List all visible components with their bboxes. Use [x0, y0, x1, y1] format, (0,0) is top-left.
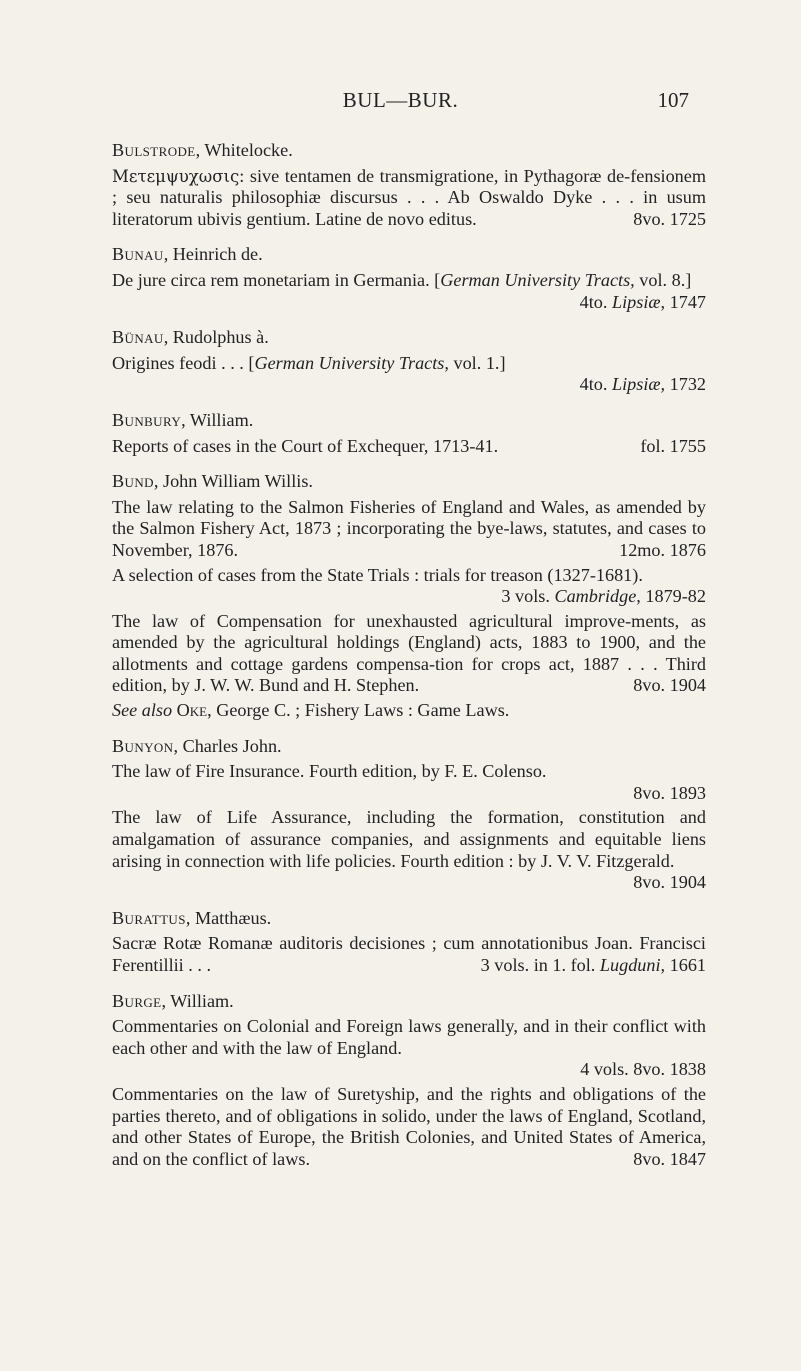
work-entry	[112, 1084, 706, 1170]
work-entry	[112, 436, 706, 458]
work-text: Commentaries on the law of Suretyship, and the rights and obligations of the parties thereto, and of obligations in solido, under the laws of England, Scotland, and other States of Europe, the British Colonies, and United States of America, and on the conflict of laws.	[112, 1083, 706, 1169]
work-text: Sacræ Rotæ Romanæ auditoris decisiones ; cum annotationibus Joan. Francisci Ferentillii . . .	[112, 933, 706, 975]
catalogue-entry	[112, 140, 706, 230]
work-imprint: 8vo. 1847	[633, 1148, 706, 1169]
running-head	[0, 88, 801, 118]
author-forename: Heinrich de.	[172, 244, 263, 265]
work-imprint: fol. 1755	[640, 435, 706, 456]
work-imprint: 8vo. 1893	[633, 782, 706, 803]
author-forename: John William Willis.	[163, 471, 313, 492]
author-heading: Bunbury, William.	[112, 409, 254, 430]
work-imprint	[481, 955, 706, 977]
work-text: Reports of cases in the Court of Exchequer, 1713-41.	[112, 435, 499, 456]
author-heading: Burattus, Matthæus.	[112, 907, 272, 928]
imprint-place: Cambridge,	[554, 586, 641, 607]
author-forename: Matthæus.	[194, 907, 272, 928]
catalogue-entry	[112, 991, 706, 1171]
greek-title: Μετεμψυχωσις	[112, 166, 240, 186]
imprint-place: Lipsiæ,	[612, 291, 666, 312]
work-entry	[112, 353, 706, 396]
author-forename: Charles John.	[182, 735, 282, 756]
work-imprint: 8vo. 1725	[633, 208, 706, 229]
author-forename: William.	[189, 409, 254, 430]
work-entry	[112, 1016, 706, 1081]
author-heading: Bunyon, Charles John.	[112, 735, 282, 756]
imprint-year: 1732	[665, 374, 706, 395]
see-also-rest: George C. ; Fishery Laws : Game Laws.	[211, 700, 510, 721]
catalogue-entry	[112, 327, 706, 396]
series-title: German University Tracts,	[254, 352, 449, 373]
author-surname: Bund	[112, 471, 154, 492]
work-entry	[112, 166, 706, 231]
author-heading: Bünau, Rudolphus à.	[112, 327, 269, 348]
imprint-place: Lugduni,	[599, 955, 666, 975]
work-text: A selection of cases from the State Trials : trials for treason (1327-1681).	[112, 564, 643, 585]
work-text: The law of Life Assurance, including the formation, constitution and amalgamation of assurance companies, and assignments and equitable liens arising in connection with life policies. Fourth edition : by J. V. V. Fitzgerald.	[112, 807, 706, 871]
author-heading: Bulstrode, Whitelocke.	[112, 140, 293, 160]
author-heading: Bunau, Heinrich de.	[112, 244, 263, 265]
work-entry	[112, 270, 706, 313]
work-text-after: vol. 1.]	[448, 352, 506, 373]
running-head-title: BUL—BUR.	[342, 88, 459, 112]
see-also-reference	[112, 700, 706, 722]
author-surname: Burge	[112, 990, 162, 1011]
see-also-name: Oke,	[176, 700, 212, 721]
work-entry	[112, 565, 706, 608]
work-text: : sive tentamen de transmigratione, in Pythagoræ de-fensionem ; seu naturalis philosophiæ discursus . . . Ab Oswaldo Dyke . . . in usum literatorum ubivis gentium. Latine de novo editus.	[112, 165, 706, 229]
work-imprint: 4 vols. 8vo. 1838	[580, 1059, 706, 1080]
work-entry	[112, 761, 706, 804]
work-text: The law of Fire Insurance. Fourth edition, by F. E. Colenso.	[112, 761, 547, 782]
author-surname: Bulstrode	[112, 140, 196, 160]
work-entry	[112, 933, 706, 976]
work-imprint	[501, 586, 706, 608]
imprint-format: 4to.	[579, 374, 612, 395]
imprint-format: 3 vols. in 1. fol.	[480, 955, 600, 975]
work-entry	[112, 497, 706, 562]
catalogue-entry	[112, 244, 706, 313]
author-forename: William.	[170, 990, 234, 1011]
imprint-format: 4to.	[579, 291, 612, 312]
author-forename: Whitelocke.	[204, 140, 293, 160]
work-imprint: 8vo. 1904	[633, 872, 706, 893]
work-text: The law relating to the Salmon Fisheries of England and Wales, as amended by the Salmon Fishery Act, 1873 ; incorporating the bye-laws, statutes, and cases to November, 1876.	[112, 496, 706, 560]
author-surname: Bunyon	[112, 735, 174, 756]
work-imprint	[112, 374, 706, 396]
work-entry	[112, 611, 706, 697]
imprint-format: 3 vols.	[501, 586, 555, 607]
work-text: The law of Compensation for unexhausted agricultural improve-ments, as amended by the agricultural holdings (England) acts, 1883 to 1900, and the allotments and cottage gardens compensa-tion for crops act, 1887 . . . Third edition, by J. W. W. Bund and H. Stephen.	[112, 610, 706, 696]
author-surname: Bunbury	[112, 409, 182, 430]
work-text: Origines feodi . . . [	[112, 352, 255, 373]
catalogue-entry	[112, 471, 706, 722]
page-number: 107	[657, 88, 689, 112]
author-surname: Burattus	[112, 907, 186, 928]
imprint-year: 1879-82	[640, 586, 706, 607]
author-surname: Bunau	[112, 244, 164, 265]
imprint-year: 1747	[665, 291, 706, 312]
catalogue-entry	[112, 908, 706, 977]
author-surname: Bünau	[112, 327, 164, 348]
work-entry	[112, 807, 706, 893]
work-text-after: vol. 8.]	[634, 269, 692, 290]
see-also-label: See also	[112, 700, 173, 721]
author-forename: Rudolphus à.	[172, 327, 269, 348]
author-heading: Bund, John William Willis.	[112, 471, 313, 492]
catalogue-entry	[112, 410, 706, 457]
work-imprint: 8vo. 1904	[633, 675, 706, 696]
work-text: De jure circa rem monetariam in Germania. [	[112, 269, 441, 290]
author-heading: Burge, William.	[112, 990, 234, 1011]
imprint-place: Lipsiæ,	[612, 374, 666, 395]
series-title: German University Tracts,	[440, 269, 635, 290]
work-imprint	[580, 292, 706, 314]
work-imprint: 12mo. 1876	[619, 539, 706, 560]
work-text: Commentaries on Colonial and Foreign laws generally, and in their conflict with each other and with the law of England.	[112, 1016, 706, 1058]
imprint-year: 1661	[665, 955, 706, 975]
catalogue-entry	[112, 736, 706, 894]
catalogue-entries	[112, 140, 706, 1184]
